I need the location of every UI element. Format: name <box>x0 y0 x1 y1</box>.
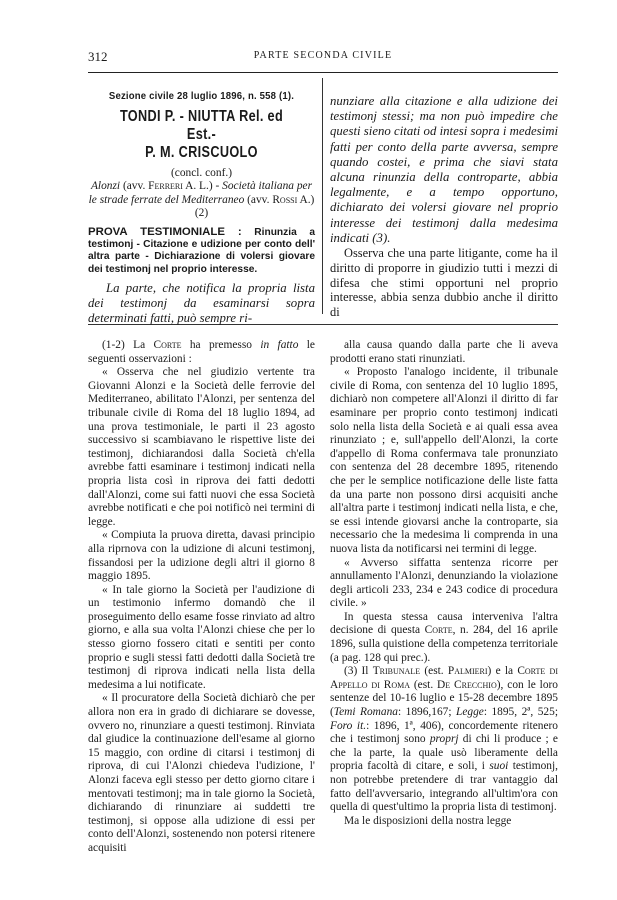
text-run: : 1895, 2ª, 525; <box>483 706 558 719</box>
text-run: Corte <box>153 339 182 351</box>
text-run: A. L.) - <box>182 180 223 193</box>
footnote-paragraph <box>88 692 315 855</box>
text-run: In questa stessa causa interveniva l'altra decisione di questa <box>330 610 558 637</box>
footnote-paragraph <box>330 815 558 829</box>
text-run: le seguenti osservazioni : <box>88 339 315 365</box>
page-number: 312 <box>88 49 108 64</box>
parties-line-2: P. M. CRISCUOLO <box>145 143 258 161</box>
text-run: in fatto <box>260 339 299 351</box>
footnote-paragraph <box>88 529 315 583</box>
text-run: Ferreri <box>148 180 183 193</box>
text-run: (avv. <box>244 193 273 206</box>
text-run: Palmieri <box>447 665 488 678</box>
maxim-column <box>330 94 558 320</box>
text-run: Alonzi <box>90 180 121 193</box>
text-run: « Proposto l'analogo incidente, il tribunale civile di Roma, con sentenza del 10 luglio 1895, dichiarò non competere all'Alonzi il diritto di far esaminare per proprio conto testimonj indicati solo nella lista della Società e ai quali essa avea rinunziato ; e, sull'appello dell'Alonzi, la corte d'appello di Roma confermava tale pronunziato con sentenza del 28 decembre 1895, ritenendo che per le semplice notificazione delle liste fatta da una parte non possono dirsi acquisiti anche all'altra parte i testimonj indicati nella lista, e che, se essi intende giovarsi anche la controparte, sia necessario che la medesima li comprenda in una nuova lista da notificarsi nei termini di legge. <box>330 366 558 555</box>
footnote-paragraph <box>330 339 558 366</box>
footnote-paragraph <box>88 584 315 693</box>
text-run: « Compiuta la pruova diretta, davasi principio alla riprnova con la udizione di alcuni testimonj, fissandosi per la udizione degli altri il giorno 8 maggio 1895. <box>88 529 315 583</box>
text-run: « Osserva che nel giudizio vertente tra Giovanni Alonzi e la Società delle ferrovie del Mediterraneo, abilitato l'Alonzi, per sentenza del tribunale civile di Roma del 18 luglio 1894, ad una prova testimoniale, le parti il 23 agosto successivo si scambiavano le rispettive liste dei testimonj, dichiarandosi dalla Società ch'ella avrebbe fatti esaminare i testimonj indicati nella propria lista così in riprova dei fatti dedotti dall'Alonzi, come sui fatti nuovi che essa Società avrebbe notificati e che poi notificò nei termini di legge. <box>88 366 315 528</box>
headnote-text: Rinunzia a testimonj - Citazione e udizione per conto dell' altra parte - Dichiarazione di volersi giovare dei testimonj nel proprio interesse. <box>88 226 315 275</box>
footnote-paragraph <box>330 665 558 815</box>
session-line: Sezione civile 28 luglio 1896, n. 558 (1). <box>108 91 295 102</box>
text-run: (est. <box>420 665 448 678</box>
parties-line-1: TONDI P. - NIUTTA Rel. ed Est.- <box>119 107 284 143</box>
text-run: di chi li produce ; e che la parte, la quale usò liberamente della propria facoltà di citare, e soli, i <box>330 733 558 773</box>
text-run: Foro it. <box>330 719 367 732</box>
text-run: (1-2) La <box>102 339 154 351</box>
text-run: Corte di Appello di Roma <box>330 665 558 691</box>
case-heading-column <box>88 90 315 326</box>
text-run: De Crecchio <box>437 678 497 691</box>
footnote-paragraph <box>88 339 315 366</box>
headnote-lead: PROVA TESTIMONIALE : <box>88 225 242 238</box>
text-run: Temi Romana <box>333 706 398 719</box>
footnotes-right-column <box>330 339 558 828</box>
text-run: A.) (2) <box>194 193 315 220</box>
text-run: « Avverso siffatta sentenza ricorre per annullamento l'Alonzi, denunziando la violazione degli articoli 233, 234 e 243 codice di procedura civile. » <box>330 556 558 610</box>
conclusion-note: (concl. conf.) <box>170 166 233 179</box>
running-head: PARTE SECONDA CIVILE <box>253 50 393 61</box>
headnote <box>88 226 315 276</box>
litigants <box>88 180 315 221</box>
opinion-paragraph: Osserva che una parte litigante, come ha il diritto di proporre in giudizio tutti i mezzi di difesa che stimi opportuni nel proprio interesse, abbia senza dubbio anche il diritto di <box>330 246 558 320</box>
footnote-paragraph <box>330 611 558 665</box>
text-run: , n. 284, del 16 aprile 1896, sulla quistione della competenza territoriale (a pag. 128 qui prec.). <box>330 624 558 664</box>
text-run: suoi <box>489 760 509 773</box>
text-run: ), con le loro sentenze del 10-16 luglio e 15-28 decembre 1895 ( <box>330 678 559 719</box>
text-run: proprj <box>429 733 459 746</box>
text-run: Tribunale <box>372 665 421 678</box>
text-run: « Il procuratore della Società dichiarò che per allora non era in grado di dichiarare se dovesse, ovvero no, rinunziare a questi testimonj. Rinviata dal giudice la continuazione dell'esame al giorno 15 maggio, con ordine di citarsi i testimonj di riprova, di cui l'Alonzi chiedeva l'udizione, l' Alonzi faceva egli stesso per detto giorno citare i mentovati testimonj; ma in tale giorno la Società, dichiarando di rinunziare ai suddetti tre testimonj, si oppose alla udizione di essi per conto dell'Alonzi, sostenendo non potersi ritenere acquisiti <box>88 692 315 854</box>
column-divider <box>322 78 323 314</box>
text-run: Corte <box>424 624 453 637</box>
text-run: : 1896, 1ª, 406), concordemente ritenero che i testimonj sono <box>330 719 559 746</box>
text-run: testimonj, non potrebbe pretendere di trar vantaggio dal fatto dell'avversario, integrando all'ultim'ora con quella di quest'ultimo la propria lista di testimonj. <box>330 760 558 814</box>
text-run: (est. <box>410 678 438 691</box>
header-rule <box>88 72 558 73</box>
text-run: : 1896,167; <box>397 706 456 719</box>
text-run: Legge <box>455 706 484 719</box>
text-run: « In tale giorno la Società per l'audizione di un testimonio infermo domandò che il proseguimento dello esame fosse rinviato ad altro giorno, e alla sua volta l'Alonzi chiese che per lo stesso giorno fossero citati e sentiti per conto proprio e sugli stessi fatti dedotti dalla Società tre testimonj di riprova indicati nella lista della medesima a lui notificate. <box>88 583 315 691</box>
footnote-paragraph <box>330 557 558 611</box>
text-run: ha premesso <box>181 339 261 351</box>
footnote-paragraph <box>88 366 315 529</box>
text-run: (avv. <box>120 180 149 193</box>
footnotes-left-column <box>88 339 315 856</box>
maxim-left: La parte, che notifica la propria lista dei testimonj da esaminarsi sopra determinati fatti, può sempre ri- <box>88 280 315 326</box>
maxim-right: nunziare alla citazione e alla udizione dei testimonj stessi; ma non può impedire che questi sieno citati od intesi sopra i medesimi fatti per conto della parte avversa, sempre quando costei, e prima che siavi stata alcuna rinunzia della controparte, abbia legalmente, e a tempo opportuno, dichiarato dei volersi giovare nel proprio interesse dei testimonj dalla medesima indicati (3). <box>330 94 558 245</box>
text-run: Società italiana per le strade ferrate del Mediterraneo <box>88 180 313 206</box>
text-run: Rossi <box>272 193 298 206</box>
footnote-paragraph <box>330 366 558 556</box>
text-run: Ma le disposizioni della nostra legge <box>344 814 512 827</box>
text-run: (3) Il <box>344 665 373 678</box>
text-run: alla causa quando dalla parte che li aveva prodotti erano stati rinunziati. <box>330 339 558 365</box>
text-run: ) e la <box>487 665 518 678</box>
